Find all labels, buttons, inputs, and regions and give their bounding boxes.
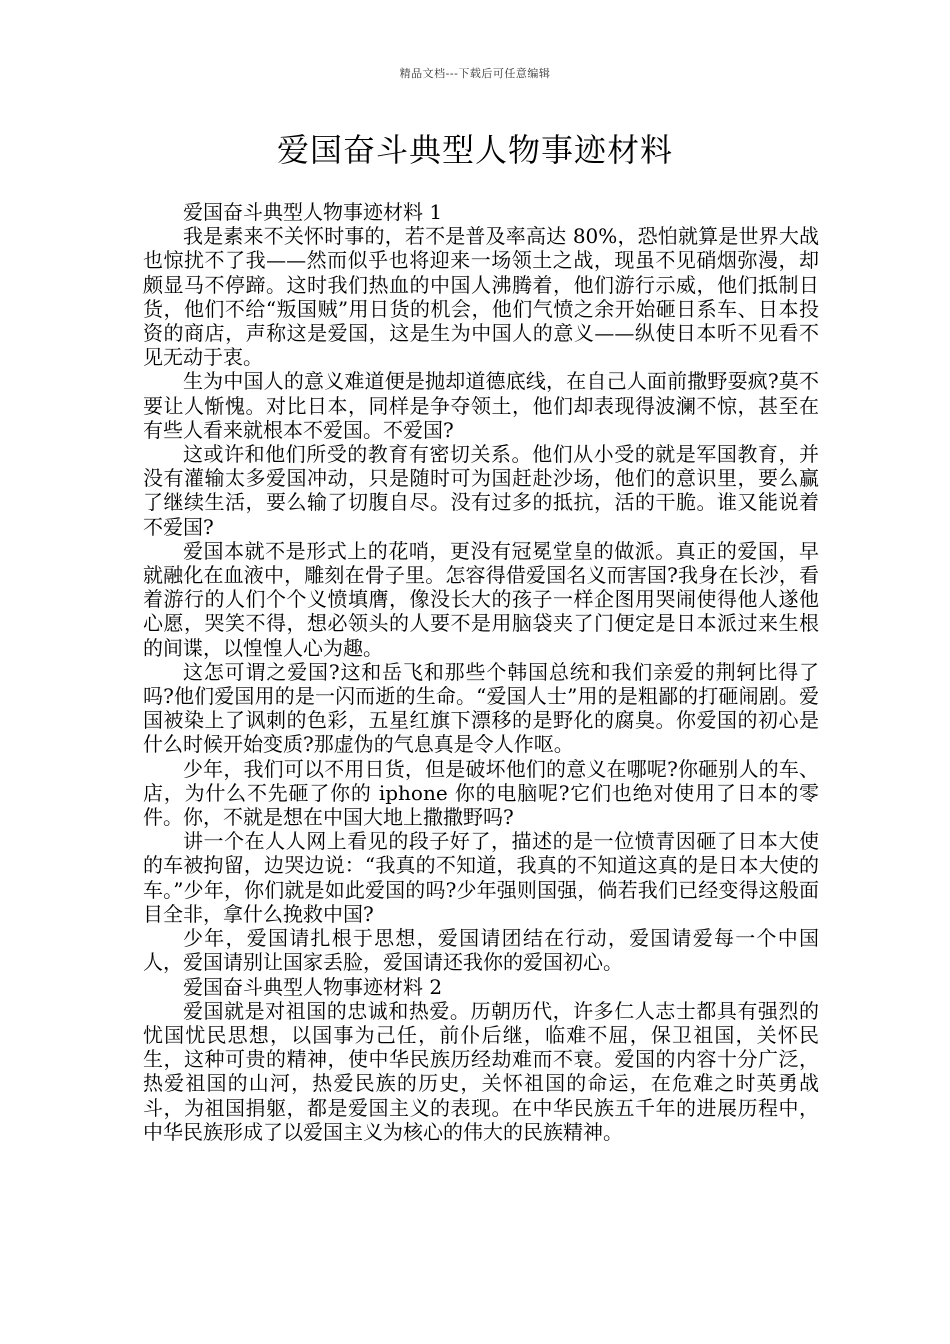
paragraph: 少年，爱国请扎根于思想，爱国请团结在行动，爱国请爱每一个中国人，爱国请别让国家丢脸，爱国请还我你的爱国初心。 — [143, 926, 819, 975]
paragraph: 爱国就是对祖国的忠诚和热爱。历朝历代，许多仁人志士都具有强烈的忧国忧民思想，以国事为己任，前仆后继，临难不屈，保卫祖国，关怀民生，这种可贵的精神，使中华民族历经劫难而不衰。爱国的内容十分广泛，热爱祖国的山河，热爱民族的历史，关怀祖国的命运，在危难之时英勇战斗，为祖国捐躯，都是爱国主义的表现。在中华民族五千年的进展历程中，中华民族形成了以爱国主义为核心的伟大的民族精神。 — [143, 998, 819, 1144]
paragraph: 这怎可谓之爱国?这和岳飞和那些个韩国总统和我们亲爱的荆轲比得了吗?他们爱国用的是一闪而逝的生命。“爱国人士”用的是粗鄙的打砸闹剧。爱国被染上了讽刺的色彩，五星红旗下漂移的是野化的腐臭。你爱国的初心是什么时候开始变质?那虚伪的气息真是令人作呕。 — [143, 659, 819, 757]
paragraph: 少年，我们可以不用日货，但是破坏他们的意义在哪呢?你砸别人的车、店，为什么不先砸了你的 iphone 你的电脑呢?它们也绝对使用了日本的零件。你，不就是想在中国大地上撒撒野吗? — [143, 756, 819, 830]
section-heading: 爱国奋斗典型人物事迹材料 2 — [183, 974, 443, 999]
section-heading: 爱国奋斗典型人物事迹材料 1 — [183, 200, 443, 224]
paragraph: 这或许和他们所受的教育有密切关系。他们从小受的就是军国教育，并没有灌输太多爱国冲动，只是随时可为国赶赴沙场，他们的意识里，要么赢了继续生活，要么输了切腹自尽。没有过多的抵抗，活的干脆。谁又能说着不爱国? — [143, 442, 819, 539]
document-title: 爱国奋斗典型人物事迹材料 — [276, 131, 673, 169]
paragraph: 爱国本就不是形式上的花哨，更没有冠冕堂皇的做派。真正的爱国，早就融化在血液中，雕刻在骨子里。怎容得借爱国名义而害国?我身在长沙，看着游行的人们个个义愤填膺，像没长大的孩子一样企图用哭闹使得他人遂他心愿，哭笑不得，想必领头的人要不是用脑袋夹了门便定是日本派过来生根的间谍，以惶惶人心为趣。 — [143, 538, 819, 660]
header-note: 精品文档---下载后可任意编辑 — [399, 67, 551, 80]
paragraph: 我是素来不关怀时事的，若不是普及率高达 80%，恐怕就算是世界大战也惊扰不了我——然而似乎也将迎来一场领土之战，现虽不见硝烟弥漫，却颇显马不停蹄。这时我们热血的中国人沸腾着，他们游行示威，他们抵制日货，他们不给“叛国贼”用日货的机会，他们气愤之余开始砸日系车、日本投资的商店，声称这是爱国，这是生为中国人的意义——纵使日本听不见看不见无动于衷。 — [143, 224, 819, 370]
document-body — [143, 200, 819, 1144]
paragraph: 生为中国人的意义难道便是抛却道德底线，在自己人面前撒野耍疯?莫不要让人惭愧。对比日本，同样是争夺领土，他们却表现得波澜不惊，甚至在有些人看来就根本不爱国。不爱国? — [143, 369, 819, 442]
paragraph: 讲一个在人人网上看见的段子好了，描述的是一位愤青因砸了日本大使的车被拘留，边哭边说：“我真的不知道，我真的不知道这真的是日本大使的车。”少年，你们就是如此爱国的吗?少年强则国强，倘若我们已经变得这般面目全非，拿什么挽救中国? — [143, 829, 819, 926]
